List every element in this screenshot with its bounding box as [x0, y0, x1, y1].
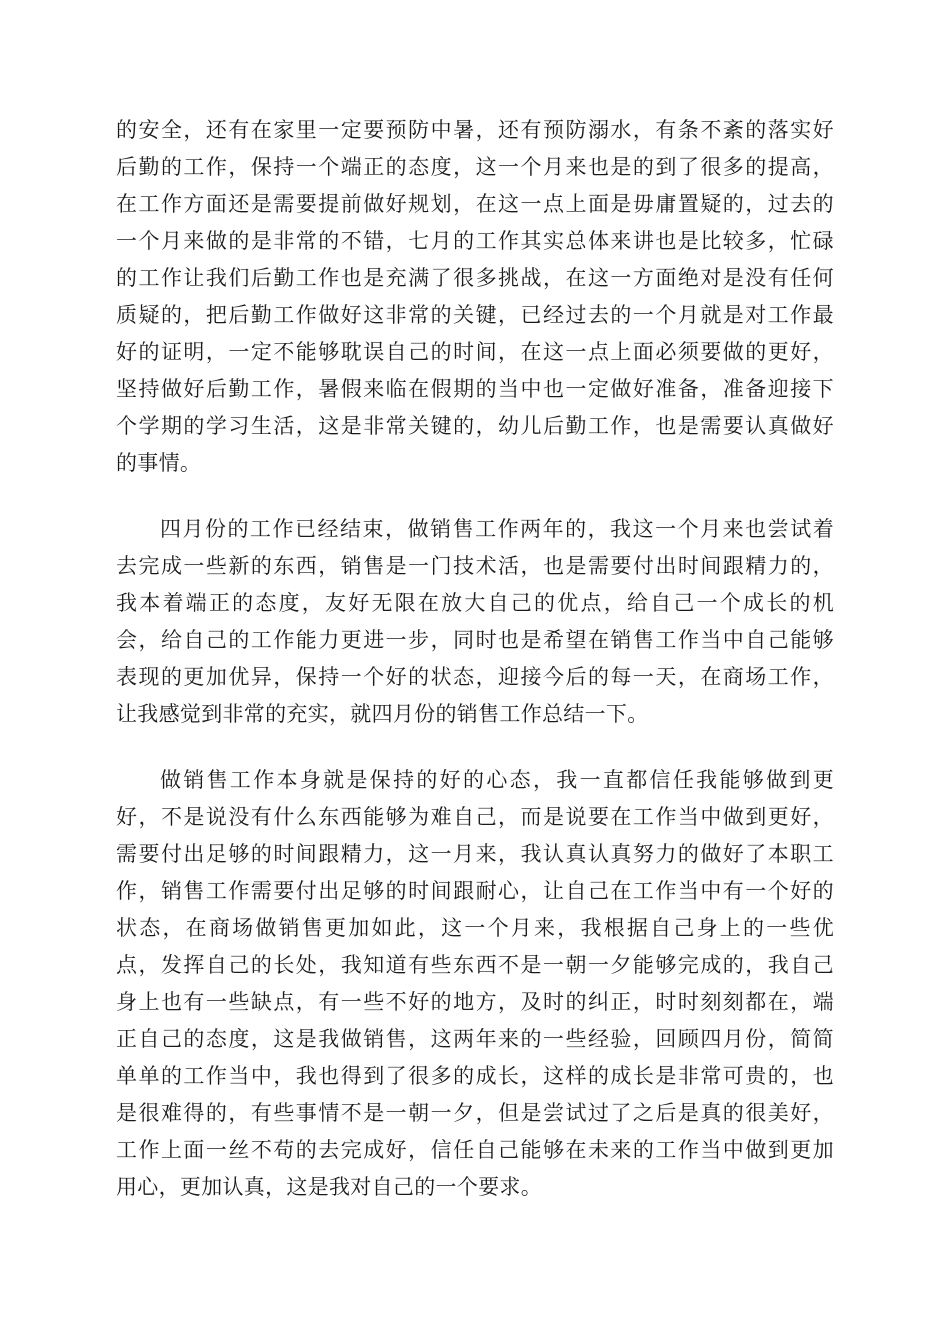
- paragraph-line: 点，发挥自己的长处，我知道有些东西不是一朝一夕能够完成的，我自己: [116, 953, 834, 977]
- paragraph-line: 后勤的工作，保持一个端正的态度，这一个月来也是的到了很多的提高，: [116, 155, 834, 179]
- paragraph-line: 做销售工作本身就是保持的好的心态，我一直都信任我能够做到更: [160, 768, 834, 792]
- paragraph-line: 的工作让我们后勤工作也是充满了很多挑战，在这一方面绝对是没有任何: [116, 266, 834, 290]
- paragraph-line: 状态，在商场做销售更加如此，这一个月来，我根据自己身上的一些优: [116, 916, 834, 940]
- paragraph-line: 我本着端正的态度，友好无限在放大自己的优点，给自己一个成长的机: [116, 591, 834, 615]
- paragraph-line: 单单的工作当中，我也得到了很多的成长，这样的成长是非常可贵的，也: [116, 1064, 834, 1088]
- paragraph-line: 需要付出足够的时间跟精力，这一月来，我认真认真努力的做好了本职工: [116, 842, 834, 866]
- paragraph-line: 好的证明，一定不能够耽误自己的时间，在这一点上面必须要做的更好，: [116, 340, 834, 364]
- paragraph-line: 去完成一些新的东西，销售是一门技术活，也是需要付出时间跟精力的，: [116, 554, 834, 578]
- paragraph-line: 是很难得的，有些事情不是一朝一夕，但是尝试过了之后是真的很美好，: [116, 1101, 834, 1125]
- paragraph-line: 个学期的学习生活，这是非常关键的，幼儿后勤工作，也是需要认真做好: [116, 414, 834, 438]
- paragraph-line: 一个月来做的是非常的不错，七月的工作其实总体来讲也是比较多，忙碌: [116, 229, 834, 253]
- paragraph-line: 让我感觉到非常的充实，就四月份的销售工作总结一下。: [116, 702, 649, 726]
- paragraph-line: 工作上面一丝不苟的去完成好，信任自己能够在未来的工作当中做到更加: [116, 1138, 834, 1162]
- paragraph-line: 表现的更加优异，保持一个好的状态，迎接今后的每一天，在商场工作，: [116, 665, 834, 689]
- paragraph-line: 在工作方面还是需要提前做好规划，在这一点上面是毋庸置疑的，过去的: [116, 192, 834, 216]
- paragraph-line: 的事情。: [116, 451, 202, 475]
- paragraph-line: 质疑的，把后勤工作做好这非常的关键，已经过去的一个月就是对工作最: [116, 303, 834, 327]
- paragraph-line: 正自己的态度，这是我做销售，这两年来的一些经验，回顾四月份，简简: [116, 1027, 834, 1051]
- paragraph-line: 四月份的工作已经结束，做销售工作两年的，我这一个月来也尝试着: [160, 517, 834, 541]
- paragraph-line: 用心，更加认真，这是我对自己的一个要求。: [116, 1175, 542, 1199]
- paragraph-line: 身上也有一些缺点，有一些不好的地方，及时的纠正，时时刻刻都在，端: [116, 990, 834, 1014]
- paragraph-line: 好，不是说没有什么东西能够为难自己，而是说要在工作当中做到更好，: [116, 805, 834, 829]
- paragraph-line: 作，销售工作需要付出足够的时间跟耐心，让自己在工作当中有一个好的: [116, 879, 834, 903]
- paragraph-line: 的安全，还有在家里一定要预防中暑，还有预防溺水，有条不紊的落实好: [116, 118, 834, 142]
- paragraph-line: 会，给自己的工作能力更进一步，同时也是希望在销售工作当中自己能够: [116, 628, 834, 652]
- paragraph-line: 坚持做好后勤工作，暑假来临在假期的当中也一定做好准备，准备迎接下: [116, 377, 834, 401]
